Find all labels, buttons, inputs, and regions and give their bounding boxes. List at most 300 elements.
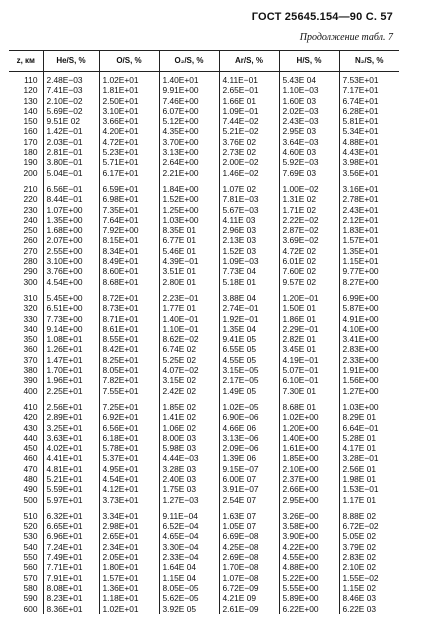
value-cell: 1.10E−01 <box>159 324 219 334</box>
value-cell: 7.82E+01 <box>99 375 159 385</box>
value-cell: 2.87E−02 <box>279 225 339 235</box>
table-row <box>9 126 399 136</box>
table-row <box>9 96 399 106</box>
value-cell: 7.55E+01 <box>99 386 159 396</box>
value-cell: 2.64E+00 <box>159 157 219 167</box>
value-cell: 8.71E+01 <box>99 314 159 324</box>
value-cell: 6.52E−04 <box>159 521 219 531</box>
value-cell: 1.81E+01 <box>99 85 159 95</box>
value-cell: 8.68E+01 <box>99 277 159 287</box>
value-cell: 3.15E 02 <box>159 375 219 385</box>
value-cell: 6.72E−02 <box>342 521 379 532</box>
value-cell: 3.26E−00 <box>279 511 339 521</box>
value-cell: 1.70E+01 <box>43 365 99 375</box>
altitude-cell: 220 <box>9 194 43 204</box>
value-cell: 4.07E−02 <box>159 365 219 375</box>
value-cell: 7.46E+00 <box>159 96 219 106</box>
value-cell: 2.80E 01 <box>159 277 219 287</box>
altitude-cell: 390 <box>9 375 43 385</box>
value-cell: 1.98E 01 <box>342 473 377 484</box>
altitude-cell: 580 <box>9 583 43 593</box>
table-row <box>9 324 399 334</box>
value-cell: 6.98E+01 <box>99 194 159 204</box>
value-cell: 3.28E 03 <box>159 464 219 474</box>
value-cell: 5.92E−03 <box>279 157 339 167</box>
value-cell: 7.73E+00 <box>43 314 99 324</box>
table-row <box>9 277 399 287</box>
value-cell: 4.41E+01 <box>43 453 99 463</box>
altitude-cell: 510 <box>9 511 43 521</box>
value-cell: 5.69E−02 <box>43 106 99 116</box>
altitude-cell: 460 <box>9 453 43 463</box>
value-cell: 3.25E+01 <box>43 423 99 433</box>
value-cell: 5.37E+01 <box>99 453 159 463</box>
table-row <box>9 116 399 126</box>
altitude-cell: 130 <box>9 96 43 106</box>
value-cell: 1.53E−01 <box>342 484 379 495</box>
value-cell: 1.18E+01 <box>99 593 159 603</box>
value-cell: 1.66E 01 <box>219 96 279 106</box>
value-cell: 1.35E+00 <box>43 215 99 225</box>
value-cell: 2.12E+01 <box>342 214 379 225</box>
value-cell: 5.21E−02 <box>219 126 279 136</box>
altitude-cell: 140 <box>9 106 43 116</box>
value-cell: 1.06E 02 <box>159 423 219 433</box>
value-cell: 1.09E−01 <box>219 106 279 116</box>
value-cell: 8.23E+01 <box>43 593 99 603</box>
value-cell: 4.88E+01 <box>342 136 379 147</box>
value-cell: 4.88E+00 <box>279 562 339 572</box>
altitude-cell: 440 <box>9 433 43 443</box>
table-row <box>9 484 399 494</box>
value-cell: 6.99E+00 <box>342 292 379 303</box>
value-cell: 5.07E−01 <box>279 365 339 375</box>
value-cell: 3.80E−01 <box>43 157 99 167</box>
table-row <box>9 593 399 603</box>
value-cell: 2.22E−02 <box>279 215 339 225</box>
altitude-cell: 380 <box>9 365 43 375</box>
value-cell: 1.61E+00 <box>279 443 339 453</box>
value-cell: 1.26E+01 <box>43 344 99 354</box>
value-cell: 5.45E+00 <box>43 293 99 303</box>
value-cell: 1.07E−08 <box>219 573 279 583</box>
value-cell: 3.16E+01 <box>342 183 379 194</box>
value-cell: 6.72E−09 <box>219 583 279 593</box>
value-cell: 1.52E 03 <box>219 246 279 256</box>
table-row <box>9 365 399 375</box>
value-cell: 2.61E−09 <box>219 604 279 614</box>
value-cell: 1.31E 02 <box>279 194 339 204</box>
value-cell: 5.67E−03 <box>219 205 279 215</box>
value-cell: 3.79E 02 <box>342 541 377 552</box>
table-row <box>9 246 399 256</box>
value-cell: 3.45E 01 <box>279 344 339 354</box>
value-cell: 3.51E 01 <box>159 266 219 276</box>
altitude-cell: 470 <box>9 464 43 474</box>
value-cell: 7.25E+01 <box>99 402 159 412</box>
altitude-cell: 300 <box>9 277 43 287</box>
table-row <box>9 423 399 433</box>
value-cell: 1.40E+00 <box>279 433 339 443</box>
value-cell: 1.80E+01 <box>99 562 159 572</box>
value-cell: 1.27E+00 <box>342 385 379 396</box>
value-cell: 5.98E 03 <box>159 443 219 453</box>
value-cell: 2.33E+00 <box>342 354 379 365</box>
table-row <box>9 375 399 385</box>
altitude-cell: 110 <box>9 72 43 86</box>
value-cell: 4.35E+00 <box>159 126 219 136</box>
value-cell: 1.03E+00 <box>342 401 379 412</box>
value-cell: 6.65E+01 <box>43 521 99 531</box>
table-row <box>9 303 399 313</box>
value-cell: 2.56E 01 <box>342 463 377 474</box>
value-cell: 8.68E 01 <box>279 402 339 412</box>
value-cell: 2.74E−01 <box>219 303 279 313</box>
table-row <box>9 542 399 552</box>
value-cell: 9.15E−07 <box>219 464 279 474</box>
value-cell: 2.29E−01 <box>279 324 339 334</box>
altitude-cell: 290 <box>9 266 43 276</box>
table-row <box>9 215 399 225</box>
value-cell: 1.10E−03 <box>279 85 339 95</box>
value-cell: 9.77E+00 <box>342 266 379 277</box>
value-cell: 1.91E+00 <box>342 365 379 376</box>
value-cell: 5.28E 01 <box>342 432 377 443</box>
value-cell: 4.65E−04 <box>159 531 219 541</box>
value-cell: 6.59E+01 <box>99 184 159 194</box>
value-cell: 1.47E+01 <box>43 355 99 365</box>
value-cell: 8.46E 03 <box>342 593 377 604</box>
value-cell: 6.00E 07 <box>219 474 279 484</box>
value-cell: 3.15E−05 <box>219 365 279 375</box>
value-cell: 3.76E+00 <box>43 266 99 276</box>
value-cell: 7.53E+01 <box>342 75 379 85</box>
value-cell: 2.10E 02 <box>342 562 377 573</box>
value-cell: 3.10E+00 <box>43 256 99 266</box>
value-cell: 2.55E+00 <box>43 246 99 256</box>
value-cell: 1.40E−01 <box>159 314 219 324</box>
altitude-cell: 210 <box>9 184 43 194</box>
value-cell: 1.09E−03 <box>219 256 279 266</box>
altitude-cell: 490 <box>9 484 43 494</box>
table-row <box>9 511 399 521</box>
altitude-cell: 240 <box>9 215 43 225</box>
value-cell: 4.72E 02 <box>279 246 339 256</box>
value-cell: 4.91E+00 <box>342 313 379 324</box>
value-cell: 1.77E 01 <box>159 303 219 313</box>
value-cell: 8.72E+01 <box>99 293 159 303</box>
value-cell: 1.08E+01 <box>43 334 99 344</box>
value-cell: 2.09E−06 <box>219 443 279 453</box>
table-row <box>9 573 399 583</box>
value-cell: 5.05E 02 <box>342 531 377 542</box>
value-cell: 9.51E 02 <box>43 116 99 126</box>
value-cell: 5.62E−05 <box>159 593 219 603</box>
value-cell: 8.36E+01 <box>43 604 99 614</box>
value-cell: 1.57E+01 <box>99 573 159 583</box>
altitude-cell: 450 <box>9 443 43 453</box>
altitude-cell: 500 <box>9 495 43 505</box>
value-cell: 1.60E 03 <box>279 96 339 106</box>
value-cell: 2.89E+01 <box>43 412 99 422</box>
value-cell: 6.07E+00 <box>159 106 219 116</box>
value-cell: 4.54E+00 <box>43 277 99 287</box>
altitude-cell: 160 <box>9 126 43 136</box>
value-cell: 6.22E 03 <box>342 603 377 614</box>
value-cell: 4.54E+01 <box>99 474 159 484</box>
table-row <box>9 583 399 593</box>
value-cell: 4.66E 06 <box>219 423 279 433</box>
value-cell: 5.22E+00 <box>279 573 339 583</box>
table-row <box>9 531 399 541</box>
table-row <box>9 157 399 167</box>
value-cell: 1.86E 01 <box>279 314 339 324</box>
value-cell: 3.56E+01 <box>342 167 379 178</box>
altitude-cell: 150 <box>9 116 43 126</box>
value-cell: 7.35E+01 <box>99 205 159 215</box>
value-cell: 2.13E 03 <box>219 235 279 245</box>
value-cell: 4.55E+00 <box>279 552 339 562</box>
value-cell: 1.50E 01 <box>279 303 339 313</box>
value-cell: 4.39E−01 <box>159 256 219 266</box>
altitude-cell: 350 <box>9 334 43 344</box>
value-cell: 3.76E 02 <box>219 137 279 147</box>
value-cell: 1.05E 07 <box>219 521 279 531</box>
value-cell: 9.91E+00 <box>159 85 219 95</box>
value-cell: 1.40E+01 <box>159 72 219 86</box>
value-cell: 2.81E−01 <box>43 147 99 157</box>
value-cell: 8.29E 01 <box>342 412 377 423</box>
value-cell: 5.97E+01 <box>43 495 99 505</box>
value-cell: 5.59E+01 <box>43 484 99 494</box>
altitude-cell: 280 <box>9 256 43 266</box>
altitude-cell: 330 <box>9 314 43 324</box>
value-cell: 7.69E 03 <box>279 168 339 178</box>
value-cell: 1.20E−01 <box>279 293 339 303</box>
value-cell: 7.73E 04 <box>219 266 279 276</box>
value-cell: 2.33E−04 <box>159 552 219 562</box>
value-cell: 2.78E+01 <box>342 194 379 205</box>
altitude-cell: 270 <box>9 246 43 256</box>
value-cell: 2.69E−08 <box>219 552 279 562</box>
table-header-row <box>9 51 399 72</box>
value-cell: 1.39E 06 <box>219 453 279 463</box>
table-body <box>9 72 399 614</box>
value-cell: 1.15E 02 <box>342 582 377 593</box>
altitude-cell: 600 <box>9 604 43 614</box>
value-cell: 8.88E 02 <box>342 510 377 521</box>
altitude-cell: 430 <box>9 423 43 433</box>
value-cell: 2.17E−05 <box>219 375 279 385</box>
altitude-cell: 550 <box>9 552 43 562</box>
table-row <box>9 225 399 235</box>
value-cell: 7.92E+00 <box>99 225 159 235</box>
value-cell: 6.51E+00 <box>43 303 99 313</box>
table-row <box>9 334 399 344</box>
column-header: N₂/S, % <box>339 51 399 72</box>
value-cell: 8.60E+01 <box>99 266 159 276</box>
altitude-cell: 540 <box>9 542 43 552</box>
table-row <box>9 464 399 474</box>
value-cell: 1.57E+01 <box>342 235 379 246</box>
value-cell: 1.35E 04 <box>219 324 279 334</box>
value-cell: 2.21E+00 <box>159 168 219 178</box>
value-cell: 2.43E−03 <box>279 116 339 126</box>
value-cell: 6.74E 02 <box>159 344 219 354</box>
table-row <box>9 205 399 215</box>
value-cell: 3.13E+00 <box>159 147 219 157</box>
value-cell: 1.49E 05 <box>219 386 279 396</box>
value-cell: 6.96E+01 <box>43 531 99 541</box>
altitude-cell: 400 <box>9 386 43 396</box>
value-cell: 1.07E+00 <box>43 205 99 215</box>
value-cell: 1.85E+00 <box>279 453 339 463</box>
value-cell: 4.10E+00 <box>342 323 379 334</box>
altitude-cell: 370 <box>9 355 43 365</box>
value-cell: 2.48E−03 <box>43 72 99 86</box>
value-cell: 1.92E−01 <box>219 314 279 324</box>
table-row <box>9 266 399 276</box>
value-cell: 5.21E+01 <box>43 474 99 484</box>
value-cell: 4.72E+01 <box>99 137 159 147</box>
value-cell: 3.73E+01 <box>99 495 159 505</box>
table-row <box>9 604 399 614</box>
value-cell: 8.27E+00 <box>342 276 379 287</box>
value-cell: 2.02E−03 <box>279 106 339 116</box>
column-header: Ar/S, % <box>219 51 279 72</box>
value-cell: 2.07E+00 <box>43 235 99 245</box>
value-cell: 8.15E+01 <box>99 235 159 245</box>
value-cell: 1.84E+00 <box>159 184 219 194</box>
value-cell: 4.02E+01 <box>43 443 99 453</box>
table-row <box>9 443 399 453</box>
altitude-cell: 310 <box>9 293 43 303</box>
value-cell: 5.43E 04 <box>279 72 339 86</box>
value-cell: 3.88E 04 <box>219 293 279 303</box>
value-cell: 8.25E+01 <box>99 355 159 365</box>
value-cell: 3.28E−01 <box>342 453 379 464</box>
value-cell: 6.56E−01 <box>43 184 99 194</box>
value-cell: 2.56E+01 <box>43 402 99 412</box>
value-cell: 4.21E 09 <box>219 593 279 603</box>
value-cell: 5.04E−01 <box>43 168 99 178</box>
value-cell: 2.54E 07 <box>219 495 279 505</box>
value-cell: 6.69E−08 <box>219 531 279 541</box>
value-cell: 3.69E−02 <box>279 235 339 245</box>
value-cell: 1.07E 02 <box>219 184 279 194</box>
value-cell: 2.95E+00 <box>279 495 339 505</box>
value-cell: 1.46E−02 <box>219 168 279 178</box>
value-cell: 6.32E+01 <box>43 511 99 521</box>
value-cell: 1.25E+00 <box>159 205 219 215</box>
table-row <box>9 314 399 324</box>
altitude-cell: 480 <box>9 474 43 484</box>
value-cell: 6.64E−01 <box>342 422 379 433</box>
value-cell: 3.30E−04 <box>159 542 219 552</box>
altitude-cell: 410 <box>9 402 43 412</box>
value-cell: 5.34E+01 <box>342 126 379 137</box>
value-cell: 1.63E 07 <box>219 511 279 521</box>
value-cell: 1.71E 02 <box>279 205 339 215</box>
value-cell: 6.10E−01 <box>279 375 339 385</box>
value-cell: 1.17E 01 <box>342 494 377 505</box>
altitude-cell: 530 <box>9 531 43 541</box>
value-cell: 5.18E 01 <box>219 277 279 287</box>
value-cell: 6.74E+01 <box>342 95 379 106</box>
value-cell: 7.49E+01 <box>43 552 99 562</box>
altitude-cell: 200 <box>9 168 43 178</box>
value-cell: 5.87E+00 <box>342 303 379 314</box>
value-cell: 8.00E 03 <box>159 433 219 443</box>
value-cell: 8.61E+01 <box>99 324 159 334</box>
density-ratio-table <box>9 50 399 614</box>
table-row <box>9 293 399 303</box>
table-row <box>9 562 399 572</box>
altitude-cell: 560 <box>9 562 43 572</box>
value-cell: 7.71E+01 <box>43 562 99 572</box>
table-row <box>9 256 399 266</box>
altitude-cell: 190 <box>9 157 43 167</box>
value-cell: 1.36E+01 <box>99 583 159 593</box>
column-header: He/S, % <box>43 51 99 72</box>
altitude-cell: 520 <box>9 521 43 531</box>
value-cell: 1.52E+00 <box>159 194 219 204</box>
altitude-cell: 340 <box>9 324 43 334</box>
value-cell: 3.63E+01 <box>43 433 99 443</box>
value-cell: 4.81E+01 <box>43 464 99 474</box>
value-cell: 2.50E+01 <box>99 96 159 106</box>
value-cell: 1.41E 02 <box>159 412 219 422</box>
value-cell: 6.77E 01 <box>159 235 219 245</box>
table-row <box>9 344 399 354</box>
value-cell: 8.55E+01 <box>99 334 159 344</box>
value-cell: 2.82E 01 <box>279 334 339 344</box>
value-cell: 6.01E 02 <box>279 256 339 266</box>
value-cell: 2.25E+01 <box>43 386 99 396</box>
value-cell: 2.03E−01 <box>43 137 99 147</box>
column-header: O₂/S, % <box>159 51 219 72</box>
value-cell: 7.30E 01 <box>279 386 339 396</box>
value-cell: 4.11E−01 <box>219 72 279 86</box>
altitude-cell: 170 <box>9 137 43 147</box>
value-cell: 5.78E+01 <box>99 443 159 453</box>
value-cell: 2.40E 03 <box>159 474 219 484</box>
value-cell: 4.22E+00 <box>279 542 339 552</box>
altitude-cell: 260 <box>9 235 43 245</box>
value-cell: 4.55E 05 <box>219 355 279 365</box>
table-row <box>9 194 399 204</box>
table-row <box>9 184 399 194</box>
table-row <box>9 85 399 95</box>
altitude-cell: 250 <box>9 225 43 235</box>
value-cell: 3.91E−07 <box>219 484 279 494</box>
value-cell: 2.10E+00 <box>279 464 339 474</box>
value-cell: 7.44E−02 <box>219 116 279 126</box>
value-cell: 3.70E+00 <box>159 137 219 147</box>
standard-header: ГОСТ 25645.154—90 С. 57 <box>251 11 393 23</box>
value-cell: 5.12E+00 <box>159 116 219 126</box>
value-cell: 1.00E−02 <box>279 184 339 194</box>
value-cell: 1.02E−05 <box>219 402 279 412</box>
value-cell: 4.12E+01 <box>99 484 159 494</box>
value-cell: 3.98E+01 <box>342 157 379 168</box>
value-cell: 6.28E+01 <box>342 105 379 116</box>
value-cell: 2.23E−01 <box>159 293 219 303</box>
table-row <box>9 412 399 422</box>
table-row <box>9 433 399 443</box>
value-cell: 1.55E−02 <box>342 572 379 583</box>
value-cell: 2.43E+01 <box>342 204 379 215</box>
